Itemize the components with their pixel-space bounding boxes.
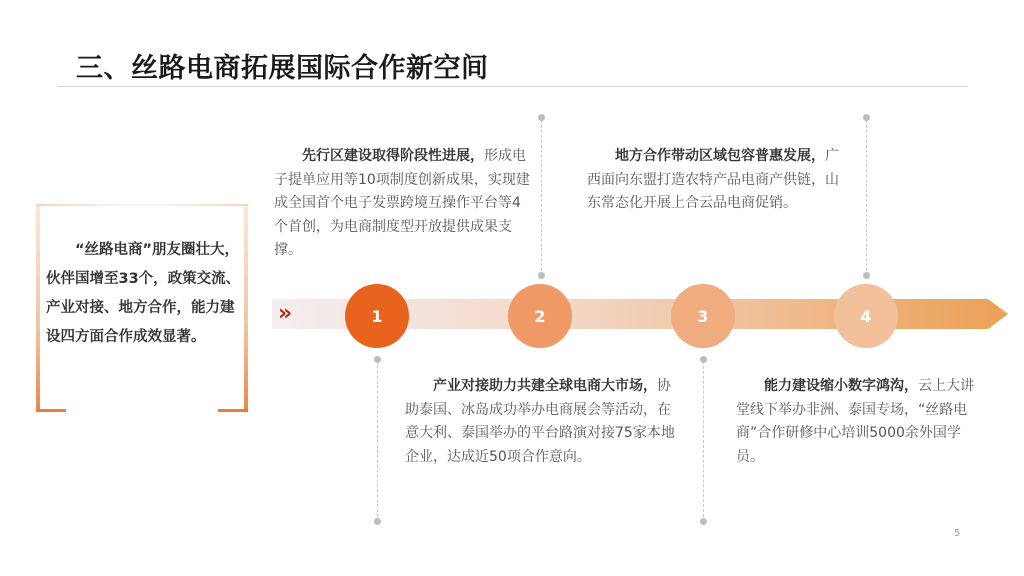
connector-dot <box>538 272 545 279</box>
connector-2 <box>541 120 542 276</box>
page-title: 三、丝路电商拓展国际合作新空间 <box>76 53 489 84</box>
item-2-head: 产业对接助力共建全球电商大市场， <box>433 378 657 394</box>
item-3-head: 地方合作带动区域包容普惠发展， <box>615 148 825 164</box>
item-3-text <box>587 145 847 216</box>
frame-bottom-right-accent <box>218 409 248 412</box>
connector-4 <box>866 120 867 276</box>
intro-text: “丝路电商”朋友圈壮大，伙伴国增至33个，政策交流、产业对接、地方合作，能力建设四方面合作成效显著。 <box>46 242 241 345</box>
connector-dot <box>863 114 870 121</box>
item-4-body: 云上大讲堂线下举办非洲、泰国专场，“丝路电商”合作研修中心培训5000余外国学员。 <box>736 378 974 465</box>
frame-right-edge <box>244 204 248 412</box>
step-node-1: 1 <box>345 284 409 348</box>
step-node-4: 4 <box>834 284 898 348</box>
item-4-text <box>736 375 976 469</box>
connector-dot <box>374 356 381 363</box>
step-node-3: 3 <box>671 284 735 348</box>
item-1-head: 先行区建设取得阶段性进展， <box>302 148 484 164</box>
title-divider <box>58 86 968 87</box>
item-3-body: 广西面向东盟打造农特产品电商产供链，山东常态化开展上合云品电商促销。 <box>587 148 839 211</box>
connector-3 <box>703 356 704 522</box>
item-1-text <box>274 145 534 263</box>
connector-dot <box>700 518 707 525</box>
frame-left-edge <box>36 204 40 412</box>
connector-dot <box>374 518 381 525</box>
frame-top-edge <box>36 204 248 206</box>
connector-dot <box>863 272 870 279</box>
connector-1 <box>377 356 378 522</box>
item-2-body: 协助泰国、冰岛成功举办电商展会等活动，在意大利、泰国举办的平台路演对接75家本地企业，达成近50项合作意向。 <box>405 378 675 465</box>
page-number: 5 <box>954 528 961 539</box>
double-chevron-right-icon: » <box>278 301 293 326</box>
item-1-body: 形成电子提单应用等10项制度创新成果，实现建成全国首个电子发票跨境互操作平台等4个首创，为电商制度型开放提供成果支撑。 <box>274 148 530 258</box>
connector-dot <box>538 114 545 121</box>
step-node-2: 2 <box>508 284 572 348</box>
item-4-head: 能力建设缩小数字鸿沟， <box>764 378 918 394</box>
frame-bottom-left-accent <box>36 409 66 412</box>
item-2-text <box>405 375 677 469</box>
connector-dot <box>700 356 707 363</box>
